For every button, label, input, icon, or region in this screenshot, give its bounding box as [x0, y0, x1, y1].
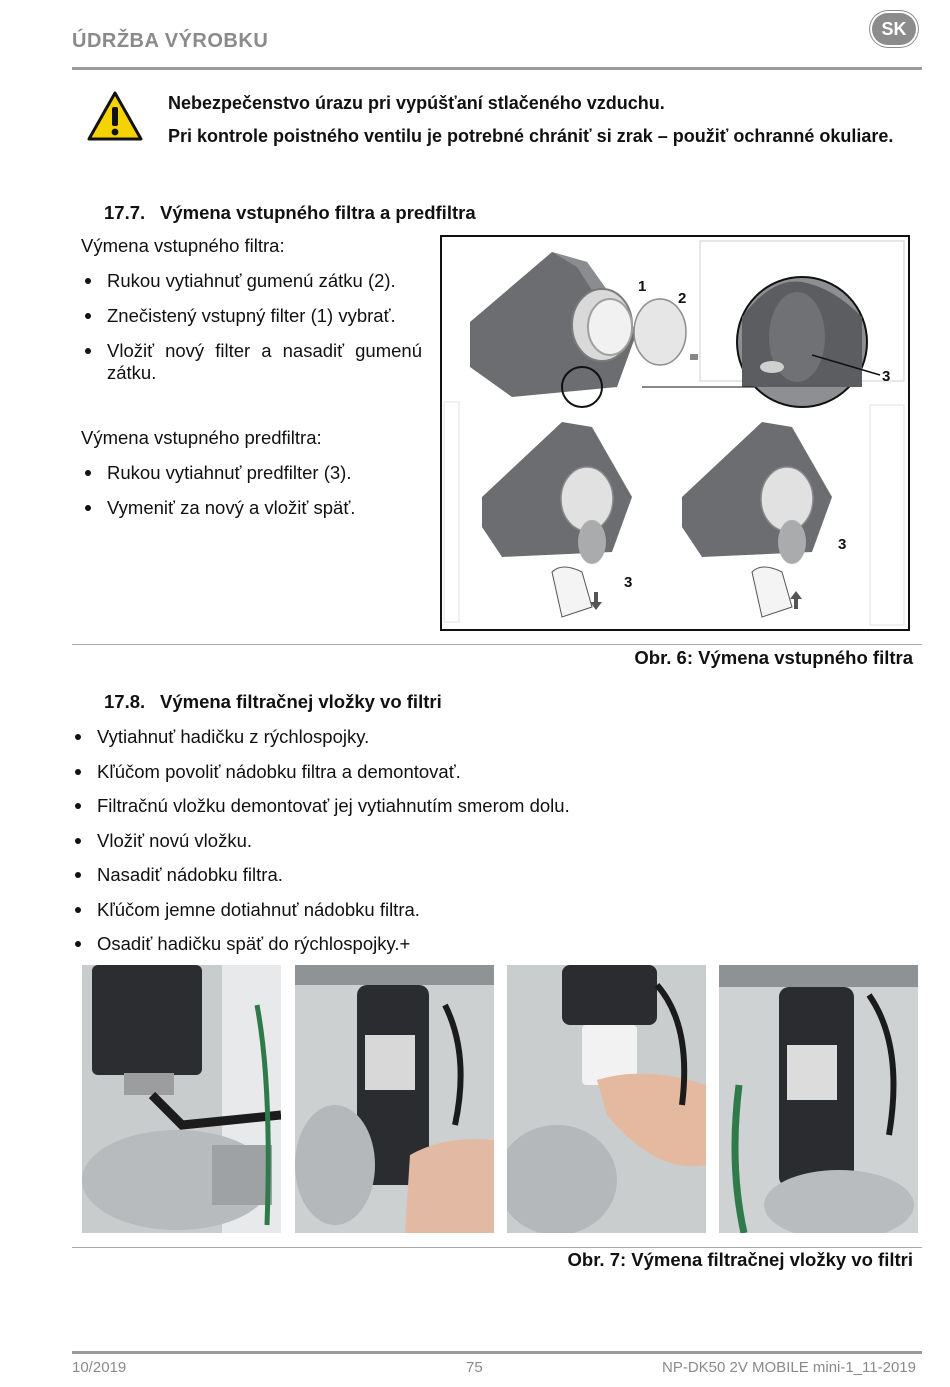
section-17-8-title: Výmena filtračnej vložky vo filtri [160, 691, 442, 712]
list-item: Vytiahnuť hadičku z rýchlospojky. [97, 726, 797, 748]
footer-date: 10/2019 [72, 1359, 127, 1376]
section-17-7-title: Výmena vstupného filtra a predfiltra [160, 202, 476, 223]
list-item: Nasadiť nádobku filtra. [97, 864, 797, 886]
figure-label-3a: 3 [882, 368, 891, 385]
photo-step-2 [295, 965, 494, 1233]
intro-inlet-filter: Výmena vstupného filtra: [81, 235, 285, 256]
footer-document-id: NP-DK50 2V MOBILE mini-1_11-2019 [661, 1359, 916, 1376]
list-item: Osadiť hadičku späť do rýchlospojky.+ [97, 933, 797, 955]
figure-label-2: 2 [678, 290, 687, 307]
figure-6-caption: Obr. 6: Výmena vstupného filtra [634, 647, 913, 668]
page-header-title: ÚDRŽBA VÝROBKU [72, 30, 269, 52]
intro-prefilter: Výmena vstupného predfiltra: [81, 427, 322, 448]
inlet-filter-steps [107, 270, 422, 384]
filter-cartridge-steps [97, 726, 797, 955]
prefilter-steps [107, 462, 427, 519]
list-item: Rukou vytiahnuť predfilter (3). [107, 462, 427, 484]
list-item: Vymeniť za nový a vložiť späť. [107, 497, 427, 519]
warning-triangle-icon [86, 90, 144, 142]
footer-divider [72, 1351, 922, 1354]
list-item: Kľúčom jemne dotiahnuť nádobku filtra. [97, 899, 797, 921]
photo-step-1 [82, 965, 281, 1233]
section-17-8-number: 17.8. [104, 691, 146, 712]
section-17-7-number: 17.7. [104, 202, 146, 223]
list-item: Rukou vytiahnuť gumenú zátku (2). [107, 270, 422, 292]
figure-inlet-filter-diagram [440, 235, 910, 631]
warning-line-2: Pri kontrole poistného ventilu je potrebné chrániť si zrak – použiť ochranné okuliare. [168, 126, 894, 146]
figure-label-1: 1 [638, 278, 647, 295]
list-item: Filtračnú vložku demontovať jej vytiahnutím smerom dolu. [97, 795, 797, 817]
figure-label-3b: 3 [624, 574, 633, 591]
list-item: Vložiť nový filter a nasadiť gumenú zátku. [107, 340, 422, 383]
figure-label-3c: 3 [838, 536, 847, 553]
list-item: Vložiť novú vložku. [97, 830, 797, 852]
language-badge: SK [870, 11, 918, 47]
warning-line-1: Nebezpečenstvo úrazu pri vypúšťaní stlačeného vzduchu. [168, 93, 665, 113]
figure-7-caption: Obr. 7: Výmena filtračnej vložky vo filtri [567, 1249, 913, 1270]
photo-step-4 [719, 965, 918, 1233]
list-item: Kľúčom povoliť nádobku filtra a demontovať. [97, 761, 797, 783]
header-divider [72, 67, 922, 70]
figure-7-divider [72, 1247, 922, 1248]
figure-6-divider [72, 644, 922, 645]
photo-step-3 [507, 965, 706, 1233]
footer-page-number: 75 [466, 1359, 483, 1376]
list-item: Znečistený vstupný filter (1) vybrať. [107, 305, 422, 327]
